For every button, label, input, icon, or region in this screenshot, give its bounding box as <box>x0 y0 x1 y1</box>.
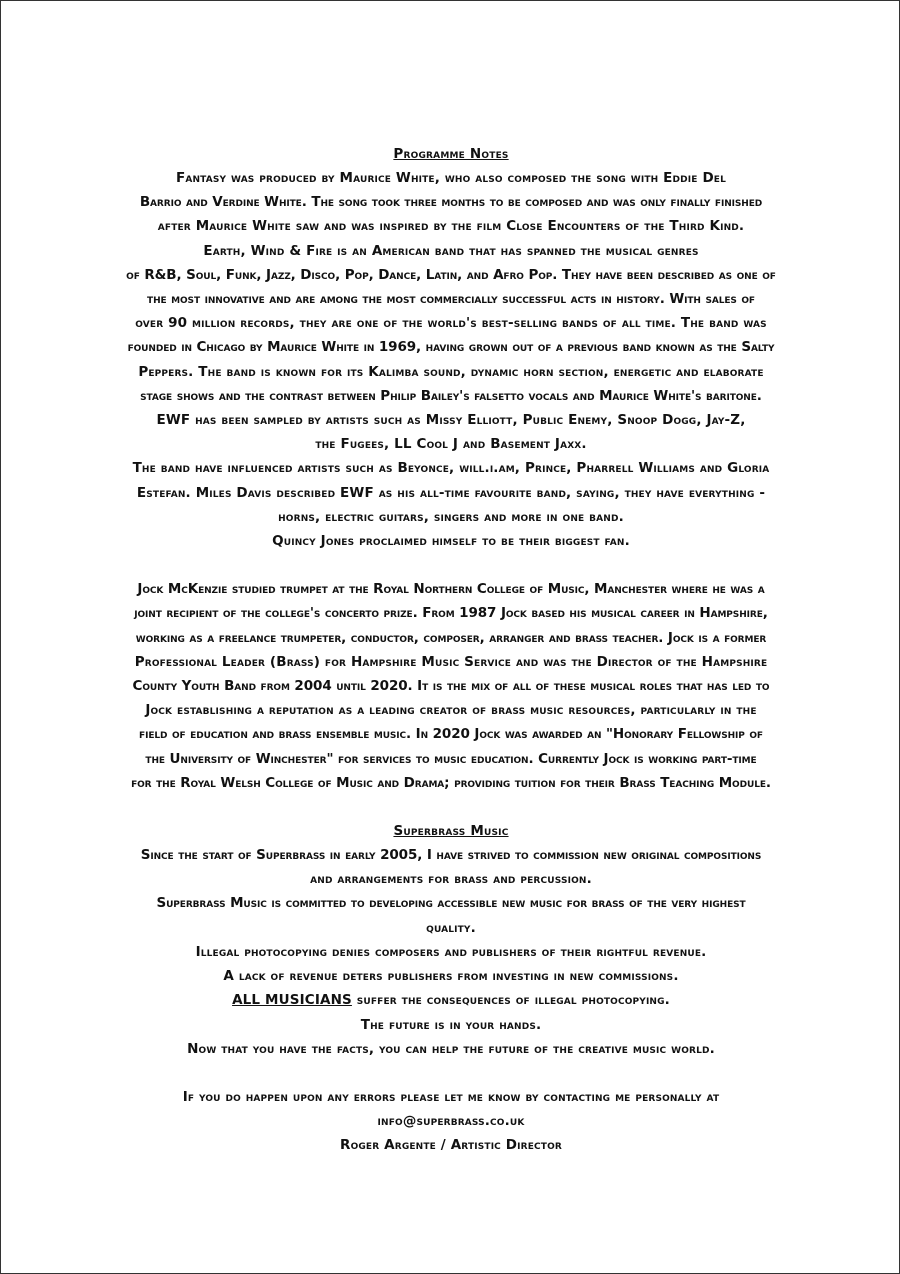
text-line: working as a freelance trumpeter, conductor, composer, arranger and brass teacher. Jock is a former <box>135 629 767 646</box>
superbrass-title: Superbrass Music <box>393 823 509 840</box>
text-line: Superbrass Music is committed to developing accessible new music for brass of the very highest <box>156 895 746 912</box>
text-line: after Maurice White saw and was inspired by the film Close Encounters of the Third Kind. <box>157 218 745 235</box>
text-line: Quincy Jones proclaimed himself to be their biggest fan. <box>272 533 630 550</box>
spacer <box>71 795 831 819</box>
spacer <box>71 1061 831 1085</box>
programme-notes-title: Programme Notes <box>393 146 509 162</box>
text-line: Barrio and Verdine White. The song took three months to be composed and was only finally finished <box>139 194 763 211</box>
text-line: for the Royal Welsh College of Music and Drama; providing tuition for their Brass Teaching Module. <box>131 774 771 791</box>
text-line: Now that you have the facts, you can help the future of the creative music world. <box>187 1040 715 1057</box>
text-line: Jock McKenzie studied trumpet at the Royal Northern College of Music, Manchester where he was a <box>137 581 765 598</box>
text-line: over 90 million records, they are one of the world's best-selling bands of all time. The band was <box>135 315 767 332</box>
superbrass-section <box>71 819 831 1061</box>
emphasis-line <box>71 988 831 1012</box>
text-line: Since the start of Superbrass in early 2005, I have strived to commission new original compositions <box>140 847 762 864</box>
text-line: The band have influenced artists such as Beyonce, will.i.am, Prince, Pharrell Williams and Gloria <box>132 460 770 477</box>
text-line: the University of Winchester" for services to music education. Currently Jock is working part-time <box>145 750 757 767</box>
text-line: Fantasy was produced by Maurice White, who also composed the song with Eddie Del <box>176 170 726 186</box>
contact-section <box>71 1085 831 1158</box>
contact-line: If you do happen upon any errors please let me know by contacting me personally at <box>182 1088 720 1105</box>
text-line: Illegal photocopying denies composers and publishers of their rightful revenue. <box>195 943 707 960</box>
text-line: Peppers. The band is known for its Kalimba sound, dynamic horn section, energetic and elaborate <box>138 363 764 380</box>
text-line: stage shows and the contrast between Philip Bailey's falsetto vocals and Maurice White's baritone. <box>140 387 762 404</box>
emphasis-line-rest: suffer the consequences of illegal photocopying. <box>351 992 670 1009</box>
page-content <box>71 142 831 1158</box>
text-line: of R&B, Soul, Funk, Jazz, Disco, Pop, Dance, Latin, and Afro Pop. They have been described as one of <box>126 266 776 283</box>
contact-email: info@superbrass.co.uk <box>377 1113 525 1130</box>
text-line: A lack of revenue deters publishers from investing in new commissions. <box>223 968 679 985</box>
text-line: EWF has been sampled by artists such as Missy Elliott, Public Enemy, Snoop Dogg, Jay-Z, <box>156 412 746 429</box>
text-line: Professional Leader (Brass) for Hampshire Music Service and was the Director of the Hampshire <box>134 653 768 670</box>
text-line: County Youth Band from 2004 until 2020. It is the mix of all of these musical roles that has led to <box>132 678 770 695</box>
text-line: Earth, Wind & Fire is an American band that has spanned the musical genres <box>203 242 699 259</box>
text-line: The future is in your hands. <box>360 1016 542 1033</box>
text-line: quality. <box>426 919 476 936</box>
text-line: Jock establishing a reputation as a leading creator of brass music resources, particularly in the <box>145 702 757 719</box>
signature: Roger Argente / Artistic Director <box>340 1137 562 1154</box>
text-line: Estefan. Miles Davis described EWF as his all-time favourite band, saying, they have everything - <box>136 484 766 501</box>
all-musicians-emphasis: ALL MUSICIANS <box>232 992 352 1009</box>
text-line: the most innovative and are among the most commercially successful acts in history. With sales of <box>147 291 755 308</box>
text-line: field of education and brass ensemble music. In 2020 Jock was awarded an "Honorary Fellowship of <box>139 726 763 743</box>
text-line: the Fugees, LL Cool J and Basement Jaxx. <box>315 436 587 453</box>
programme-notes-section <box>71 142 831 553</box>
text-line: founded in Chicago by Maurice White in 1969, having grown out of a previous band known as the Salty <box>127 339 775 356</box>
text-line: horns, electric guitars, singers and more in one band. <box>278 508 624 525</box>
text-line: and arrangements for brass and percussion. <box>310 871 592 888</box>
text-line: joint recipient of the college's concerto prize. From 1987 Jock based his musical career in Hampshire, <box>134 605 768 622</box>
biography-section <box>71 577 831 795</box>
spacer <box>71 553 831 577</box>
